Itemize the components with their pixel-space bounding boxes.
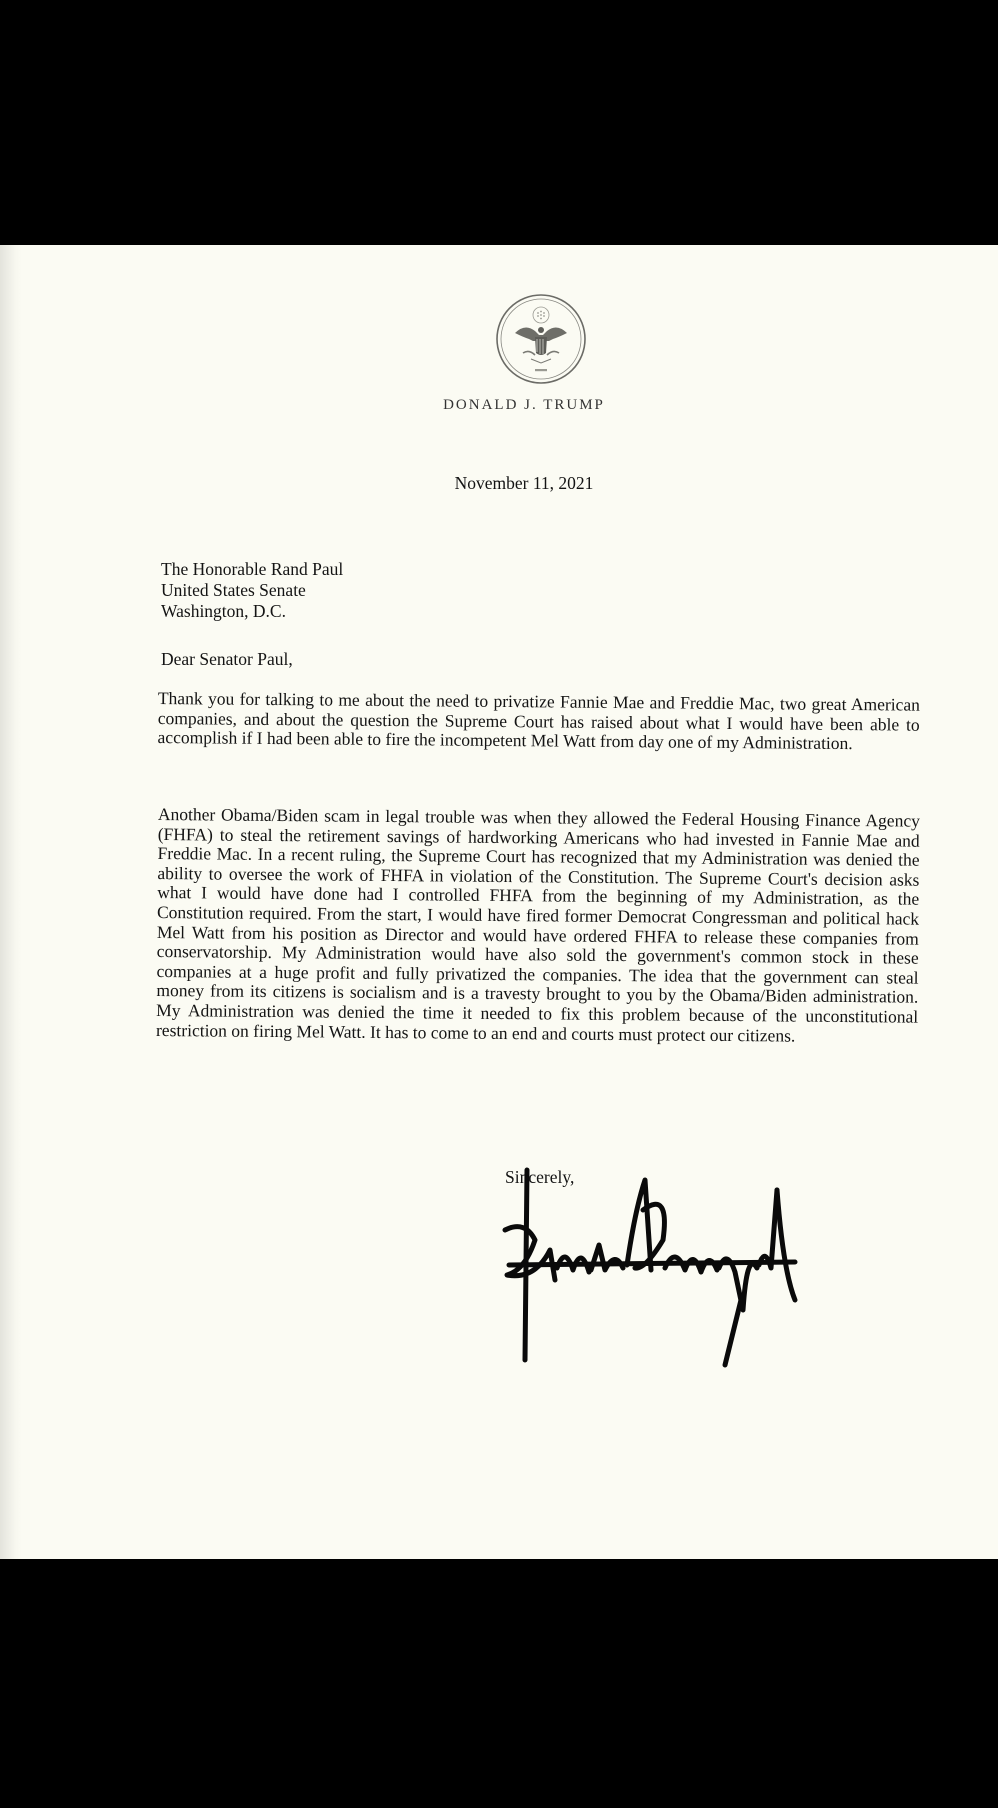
- page-edge-shadow: [0, 245, 22, 1559]
- recipient-name: The Honorable Rand Paul: [161, 559, 344, 579]
- letterhead-name: DONALD J. TRUMP: [443, 397, 605, 413]
- body-paragraph-1: Thank you for talking to me about the need to privatize Fannie Mae and Freddie Mac, two great American companies, and about the question the Supreme Court has raised about what I would have been able to accomplish if I had been able to fire the incompetent Mel Watt from day one of my Administration.: [157, 688, 920, 754]
- closing: Sincerely,: [505, 1167, 575, 1187]
- presidential-seal-icon: [495, 293, 587, 385]
- letter-date: November 11, 2021: [454, 473, 594, 493]
- body-paragraph-2: Another Obama/Biden scam in legal trouble was when they allowed the Federal Housing Finance Agency (FHFA) to steal the retirement savings of hardworking Americans who had invested in Fannie Mae and Freddie Mac. In a recent ruling, the Supreme Court has recognized that my Administration was denied the ability to oversee the work of FHFA in violation of the Constitution. The Supreme Court's decision asks what I would have done had I controlled FHFA from the beginning of my Administration, as the Constitution required. From the start, I would have fired former Democrat Congressman and political hack Mel Watt from his position as Director and would have ordered FHFA to release these companies from conservatorship. My Administration would have also sold the government's common stock in these companies at a huge profit and fully privatized the companies. The idea that the government can steal money from its citizens is socialism and is a travesty brought to you by the Obama/Biden administration. My Administration was denied the time it needed to fix this problem because of the unconstitutional restriction on firing Mel Watt. It has to come to an end and courts must protect our citizens.: [155, 804, 920, 1046]
- recipient-address: [161, 559, 343, 622]
- recipient-organization: United States Senate: [161, 580, 306, 600]
- salutation: Dear Senator Paul,: [161, 649, 293, 669]
- letter-page: [0, 245, 998, 1559]
- handwritten-signature-icon: [495, 1150, 805, 1375]
- recipient-location: Washington, D.C.: [161, 601, 286, 621]
